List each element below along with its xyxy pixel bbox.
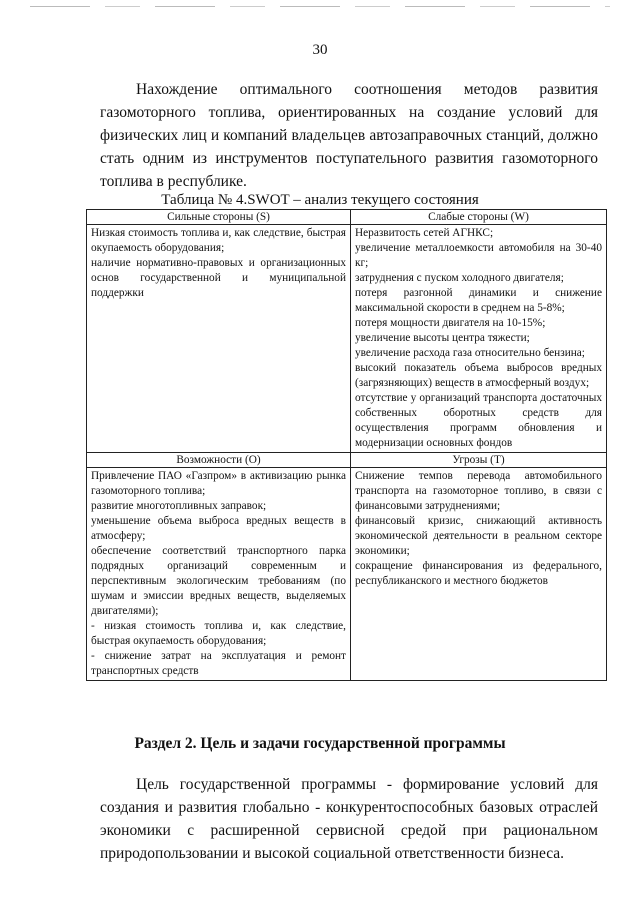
opportunity-item: обеспечение соответствий транспортного парка подрядных организаций современным и перспективным экологическим требованиям (по шумам и эмиссии вредных веществ, выделяемых двигателями); bbox=[91, 545, 346, 617]
weakness-item: отсутствие у организаций транспорта достаточных собственных оборотных средств для осуществления программ обновления и модернизации основных фондов bbox=[355, 392, 602, 449]
threats-cell bbox=[351, 468, 607, 681]
weakness-item: потеря мощности двигателя на 10-15%; bbox=[355, 317, 546, 329]
weakness-item: Неразвитость сетей АГНКС; bbox=[355, 227, 494, 239]
table-caption: Таблица № 4.SWOT – анализ текущего состояния bbox=[161, 192, 479, 208]
strength-item: Низкая стоимость топлива и, как следствие, быстрая окупаемость оборудования; bbox=[91, 227, 346, 254]
threat-item: сокращение финансирования из федерального, республиканского и местного бюджетов bbox=[355, 560, 602, 587]
threat-item: Снижение темпов перевода автомобильного транспорта на газомоторное топливо, в связи с финансовыми затруднениями; bbox=[355, 470, 602, 512]
opportunity-item: уменьшение объема выброса вредных веществ в атмосферу; bbox=[91, 515, 346, 542]
scan-edge-line bbox=[30, 6, 610, 7]
goal-paragraph: Цель государственной программы - формирование условий для создания и развития глобально - конкурентоспособных базовых отраслей экономики с расширенной сервисной средой при рациональном природопользовании и высокой социальной ответственности бизнеса. bbox=[100, 776, 598, 862]
swot-table bbox=[86, 209, 607, 681]
weakness-item: увеличение металлоемкости автомобиля на 30-40 кг; bbox=[355, 242, 602, 269]
opportunities-header: Возможности (O) bbox=[87, 453, 351, 468]
strengths-cell bbox=[87, 225, 351, 453]
opportunities-cell bbox=[87, 468, 351, 681]
strength-item: наличие нормативно-правовых и организационных основ государственной и муниципальной поддержки bbox=[91, 257, 346, 299]
weakness-item: высокий показатель объема выбросов вредных (загрязняющих) веществ в атмосферный воздух; bbox=[355, 362, 602, 389]
weaknesses-cell bbox=[351, 225, 607, 453]
weakness-item: увеличение высоты центра тяжести; bbox=[355, 332, 530, 344]
swot-row-ot bbox=[87, 468, 607, 681]
weaknesses-header: Слабые стороны (W) bbox=[351, 210, 607, 225]
page-number: 30 bbox=[312, 42, 328, 58]
intro-paragraph: Нахождение оптимального соотношения методов развития газомоторного топлива, ориентированных на создание условий для физических лиц и компаний владельцев автозаправочных станций, должно стать одним из инструментов поступательного развития газомоторного топлива в республике. bbox=[100, 81, 598, 190]
threats-header: Угрозы (T) bbox=[351, 453, 607, 468]
threat-item: финансовый кризис, снижающий активность экономической деятельности в реальном секторе экономики; bbox=[355, 515, 602, 557]
swot-header-row bbox=[87, 210, 607, 225]
weakness-item: потеря разгонной динамики и снижение максимальной скорости в среднем на 5-8%; bbox=[355, 287, 602, 314]
swot-header-row bbox=[87, 453, 607, 468]
section-title: Раздел 2. Цель и задачи государственной программы bbox=[134, 735, 506, 752]
swot-row-sw bbox=[87, 225, 607, 453]
opportunity-item: - низкая стоимость топлива и, как следствие, быстрая окупаемость оборудования; bbox=[91, 620, 346, 647]
opportunity-item: Привлечение ПАО «Газпром» в активизацию рынка газомоторного топлива; bbox=[91, 470, 346, 497]
strengths-header: Сильные стороны (S) bbox=[87, 210, 351, 225]
weakness-item: увеличение расхода газа относительно бензина; bbox=[355, 347, 585, 359]
opportunity-item: развитие многотопливных заправок; bbox=[91, 500, 267, 512]
opportunity-item: - снижение затрат на эксплуатация и ремонт транспортных средств bbox=[91, 650, 346, 677]
weakness-item: затруднения с пуском холодного двигателя; bbox=[355, 272, 564, 284]
